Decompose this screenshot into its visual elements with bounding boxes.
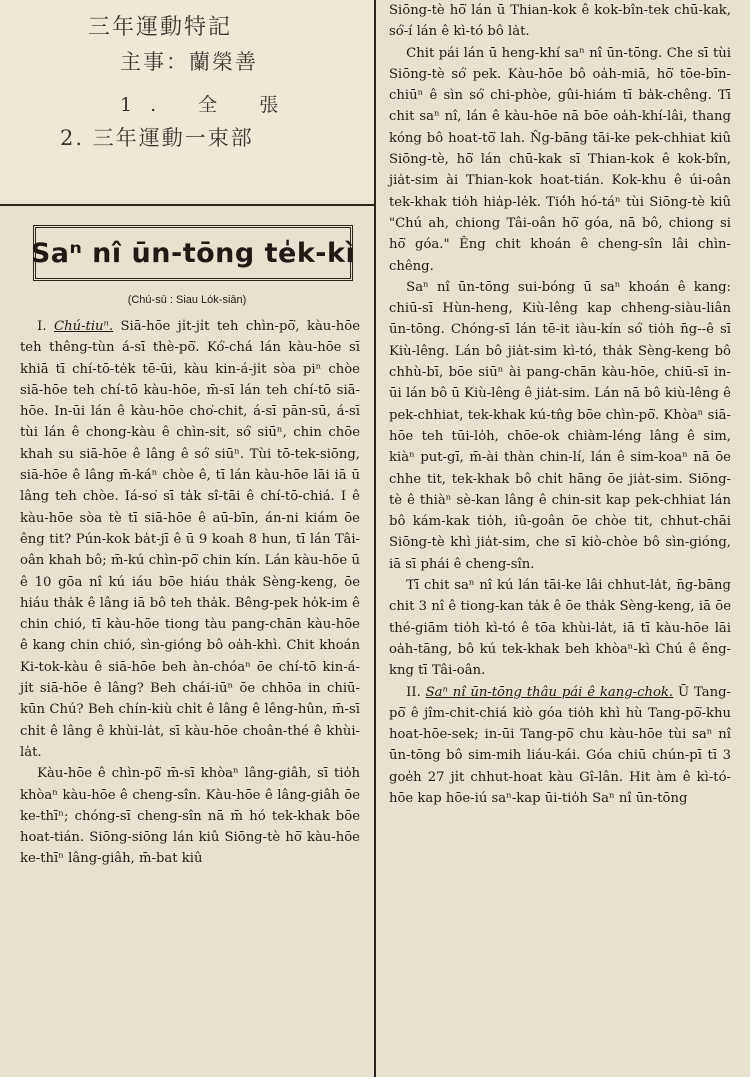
handwritten-line-2: 主事：蘭榮善: [120, 50, 258, 74]
paragraph: [389, 43, 731, 277]
left-column: [20, 316, 360, 870]
paragraph-text: Siōng-tè hō͘ lán ū Thian-kok ê kok-bîn-tek chū-kak, só͘-í lán ê kì-tó bô la̍t.: [389, 3, 731, 40]
paragraph: [20, 763, 360, 869]
article-title-box: [30, 225, 356, 281]
paragraph: [389, 277, 731, 575]
paragraph-text: Ū Tang-pō͘ ê jîm-chit-chiá kiò góa tio̍h khì hù Tang-pō͘-khu hoat-hōe-sek; in-ūi Tang-pō͘ chu kàu-hōe tùi saⁿ nî ūn-tōng bô sim-mih liáu-kái. Góa chiū chún-pī tī 3 goe̍h 27 ji̍t chhut-hoat kàu Gî-lân. Hit àm ê kì-tó-hōe kap hōe-iú saⁿ-kap ūi-tio̍h Saⁿ nî ūn-tōng: [389, 684, 731, 806]
handwritten-line-4: 2. 三年運動一束部: [60, 126, 254, 150]
paragraph-text: Kàu-hōe ê chìn-pō͘ m̄-sī khòaⁿ lâng-giâh, sī tio̍h khòaⁿ kàu-hōe ê cheng-sîn. Kàu-hōe ê lâng-giâh ōe ke-thīⁿ; chóng-sī cheng-sîn nā m̄ hó tek-khak bōe hoat-tián. Siōng-siōng lán kiû Siōng-tè hō͘ kàu-hōe ke-thīⁿ lâng-giâh, m̄-bat kiû: [20, 766, 360, 867]
paragraph: [20, 316, 360, 763]
handwritten-line-1: 三年運動特記: [88, 15, 233, 40]
right-column: [389, 0, 731, 809]
article-byline: (Chú-sū : Siau Lo̍k-siān): [127, 294, 247, 306]
paragraph-text: Tī chit saⁿ nî kú lán tāi-ke lâi chhut-la̍t, n̄g-bāng chit 3 nî ê tiong-kan ta̍k ê ōe tha̍k Sèng-keng, iā ōe thé-giām tio̍h kì-tó ê tōa khùi-la̍t, iā tī kàu-hōe lāi oa̍h-tāng, bô kú tek-khak beh khòaⁿ-kì Chú ê êng-kng tī Tâi-oân.: [389, 578, 731, 679]
section-heading: Saⁿ nî ūn-tōng thâu pái ê kang-chok.: [425, 684, 674, 700]
section-heading: Chú-tiuⁿ.: [54, 319, 114, 334]
paragraph-text: Saⁿ nî ūn-tōng sui-bóng ū saⁿ khoán ê kang: chiū-sī Hùn-heng, Kiù-lêng kap chheng-siàu-liân ūn-tōng. Chóng-sī lán tē-it iàu-kín só͘ tio̍h n̄g--ê sī Kiù-lêng. Lán bô jia̍t-sim kì-tó, tha̍k Sèng-keng bô chhù-bī, bōe siūⁿ ài pang-chān kàu-hōe, chiū-sī in-ūi lán bô ū Kiù-lêng ê jia̍t-sim. Lán nā bô kiù-lêng ê pek-chhiat, tek-khak kú-tn̂g bōe chìn-pō͘. Khòaⁿ siā-hōe teh tūi-lo̍h, chōe-ok chiàm-léng lâng ê sim, kiàⁿ put-gī, m̄-ài thàn chin-lí, lán ê sim-koaⁿ nā ōe chhe tit, tek-khak bô chi̍t hāng ōe jia̍t-sim. Siōng-tè ê thiàⁿ sè-kan lâng ê chin-sit kap pek-chhiat lán bô kám-kak tio̍h, iû-goân ōe chòe tit, chhut-chāi Siōng-tè khì jia̍t-sim, che sī kiò-chòe bô sìn-gióng, iā sī phái ê cheng-sîn.: [389, 279, 731, 572]
handwritten-line-3: 1. 全 張: [120, 94, 297, 116]
article-title: Saⁿ nî ūn-tōng te̍k-kì: [30, 237, 356, 269]
paragraph: [389, 682, 731, 810]
column-divider: [374, 0, 376, 1077]
section-number: II.: [406, 684, 426, 700]
paragraph: [389, 575, 731, 681]
paragraph-text: Siā-hōe ji̍t-ji̍t teh chìn-pō͘, kàu-hōe teh thêng-tùn á-sī thè-pō͘. Kó͘-chá lán kàu-hōe sī khiā tī chí-tō-te̍k tē-ūi, kàu kin-á-ji̍t sòa piⁿ chòe siā-hōe teh chí-tō kàu-hōe, m̄-sī lán teh chí-tō siā-hōe. In-ūi lán ê kàu-hōe cho͘-chit, á-sī pān-sū, á-sī tùi lán ê chong-kàu ê chìn-si̍t, só͘ siūⁿ, chin chōe khah su siā-hōe ê lâng ê só͘ siūⁿ. Tùi tō-tek-siōng, siā-hōe ê lâng m̄-káⁿ chòe ê, tī lán kàu-hōe lāi iā ū lâng teh chòe. Iá-so͘ sī ta̍k sî-tāi ê chí-tō-chiá. I ê kàu-hōe sòa tè tī siā-hōe ê aū-bīn, án-ni kiám ōe êng tit? Pún-kok ba̍t-jī ê ū 9 koah 8 hun, tī lán Tâi-oân khah bô; m̄-kú chìn-pō͘ chin kín. Lán kàu-hōe ū ê 10 gōa nî kú iáu bōe hiáu tha̍k Sèng-keng, ōe hiáu tha̍k ê lâng iā bô teh tha̍k. Bêng-pek ho̍k-im ê chin chió, tī kàu-hōe tiong tàu pang-chān kàu-hōe ê kang chin chió, sìn-gióng bô oa̍h-khì. Chit khoán Ki-tok-kàu ê siā-hōe beh àn-chóaⁿ ōe chí-tō kin-á-ji̍t siā-hōe ê lâng? Beh chái-iūⁿ ōe chhōa in chiū-kūn Chú? Beh chín-kiù chi̍t ê lâng ê lêng-hûn, m̄-sī chi̍t ê lâng ê khùi-la̍t, sī kàu-hōe choân-thé ê khùi-la̍t.: [20, 319, 360, 760]
section-divider: [0, 204, 374, 206]
handwritten-note: [0, 0, 375, 200]
paragraph-text: Chit pái lán ū heng-khí saⁿ nî ūn-tōng. Che sī tùi Siōng-tè só͘ pek. Kàu-hōe bô oa̍h-miā, hō͘ tōe-bīn-chiūⁿ ê sìn só͘ chi-phòe, gûi-hiám tī ba̍k-chêng. Tī chit saⁿ nî, lán ê kàu-hōe nā bōe oa̍h-khí-lâi, thang kóng bô hoat-tō͘ lah. N̂g-bāng tāi-ke pek-chhiat kiû Siōng-tè, hō͘ lán chū-kak sī Thian-kok ê kok-bîn, jia̍t-sim ài Thian-kok hoat-tián. Kok-khu ê úi-oân tek-khak tio̍h hia̍p-le̍k. Tió̍h hó-táⁿ tùi Siōng-tè kiû "Chú ah, chiong Tâi-oân hō͘ góa, nā bô, chiong si hō͘ góa." Êng chit khoán ê cheng-sîn lâi chìn-chêng.: [389, 45, 731, 274]
paragraph: [389, 0, 731, 43]
section-number: I.: [37, 319, 54, 334]
